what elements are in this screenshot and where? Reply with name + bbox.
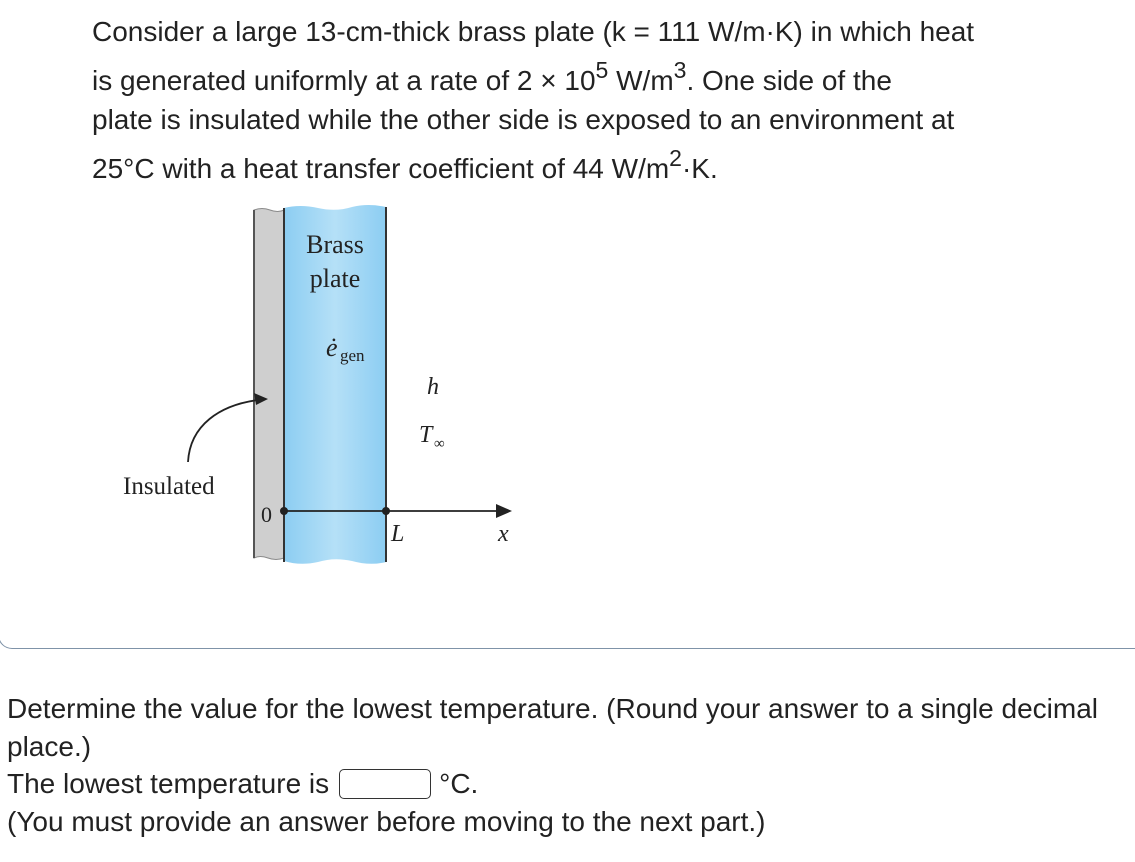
plate-label-plate: plate bbox=[309, 264, 361, 293]
problem-line-4-text-b: ·K. bbox=[681, 153, 718, 184]
problem-line-1-text: Consider a large 13-cm-thick brass plate (k = 111 W/m·K) in which heat bbox=[92, 16, 975, 47]
problem-line-2-text-a: is generated uniformly at a rate of 2 × 10 bbox=[92, 65, 596, 96]
x-axis-arrow-head bbox=[496, 504, 512, 518]
egen-subscript: gen bbox=[340, 346, 365, 365]
L-label: L bbox=[391, 521, 405, 547]
problem-line-2-text-b: W/m bbox=[608, 65, 674, 96]
problem-line-2-text-c: . One side of the bbox=[686, 65, 892, 96]
x-label: x bbox=[498, 521, 509, 547]
question-text: Determine the value for the lowest temperature. (Round your answer to a single decimal place.) bbox=[7, 693, 1098, 762]
required-answer-note: (You must provide an answer before moving to the next part.) bbox=[7, 805, 766, 837]
answer-unit: °C. bbox=[439, 768, 479, 799]
insulated-arrow bbox=[188, 400, 258, 462]
problem-line-4-text-a: 25°C with a heat transfer coefficient of 44 W/m bbox=[92, 153, 670, 184]
egen-symbol: ė bbox=[326, 333, 338, 362]
temperature-answer-input[interactable] bbox=[339, 769, 431, 799]
exponent-5: 5 bbox=[595, 56, 609, 83]
problem-line-3-text: plate is insulated while the other side is exposed to an environment at bbox=[92, 104, 955, 135]
h-label: h bbox=[427, 374, 439, 400]
answer-prefix: The lowest temperature is bbox=[7, 768, 330, 799]
L-dot bbox=[382, 507, 390, 515]
tinf-label: T bbox=[419, 422, 433, 448]
exponent-3: 3 bbox=[673, 56, 687, 83]
insulated-label: Insulated bbox=[123, 473, 215, 500]
plate-label-brass: Brass bbox=[306, 230, 364, 259]
answer-row bbox=[7, 765, 1127, 803]
origin-dot bbox=[280, 507, 288, 515]
zero-label: 0 bbox=[261, 502, 272, 527]
exponent-2: 2 bbox=[669, 144, 682, 171]
tinf-subscript: ∞ bbox=[434, 436, 445, 452]
question-block bbox=[7, 690, 1127, 840]
